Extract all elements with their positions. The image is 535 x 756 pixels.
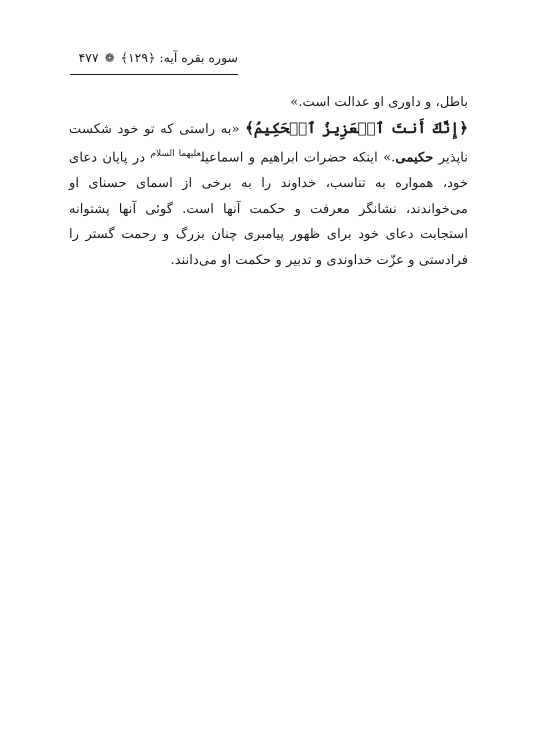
commentary-text: در پایان دعای خود، همواره به تناسب، خداوند را به برخی از اسمای حسنای او می‌خواندند، نشانگر معرفت و حکمت آنها است. گوئی آنها پشتوانه استجابت دعای خود برای ظهور پیامبری چنان بزرگ و رحمت گستر را فرادستی و عزّت خداوندی و تدبیر و حکمت او می‌دانند. — [69, 150, 468, 268]
translation-text: «به راستی که تو خود شکست ناپذیر — [69, 121, 468, 166]
page-text — [69, 90, 468, 274]
surah-label: سوره بقره آیه: — [159, 50, 238, 65]
flower-ornament-icon: ❁ — [104, 51, 115, 65]
translation-continuation: .» اینکه حضرات ابراهیم و اسماعیل — [200, 150, 396, 166]
translation-bold-word: حکیمی — [395, 150, 434, 166]
verse-paragraph — [69, 116, 468, 274]
verse-number: ﴿۱۲۹﴾ — [120, 50, 156, 65]
opening-line: باطل، و داوری او عدالت است.» — [290, 95, 468, 110]
quran-verse: ﴿إِنَّكَ أَنتَ ٱلۡعَزِيزُ ٱلۡحَكِيمُ﴾ — [245, 118, 468, 137]
page-number: ۴۷۷ — [78, 50, 99, 65]
honorific-symbol: عليهما السلام — [150, 149, 201, 160]
page-header — [70, 48, 238, 75]
